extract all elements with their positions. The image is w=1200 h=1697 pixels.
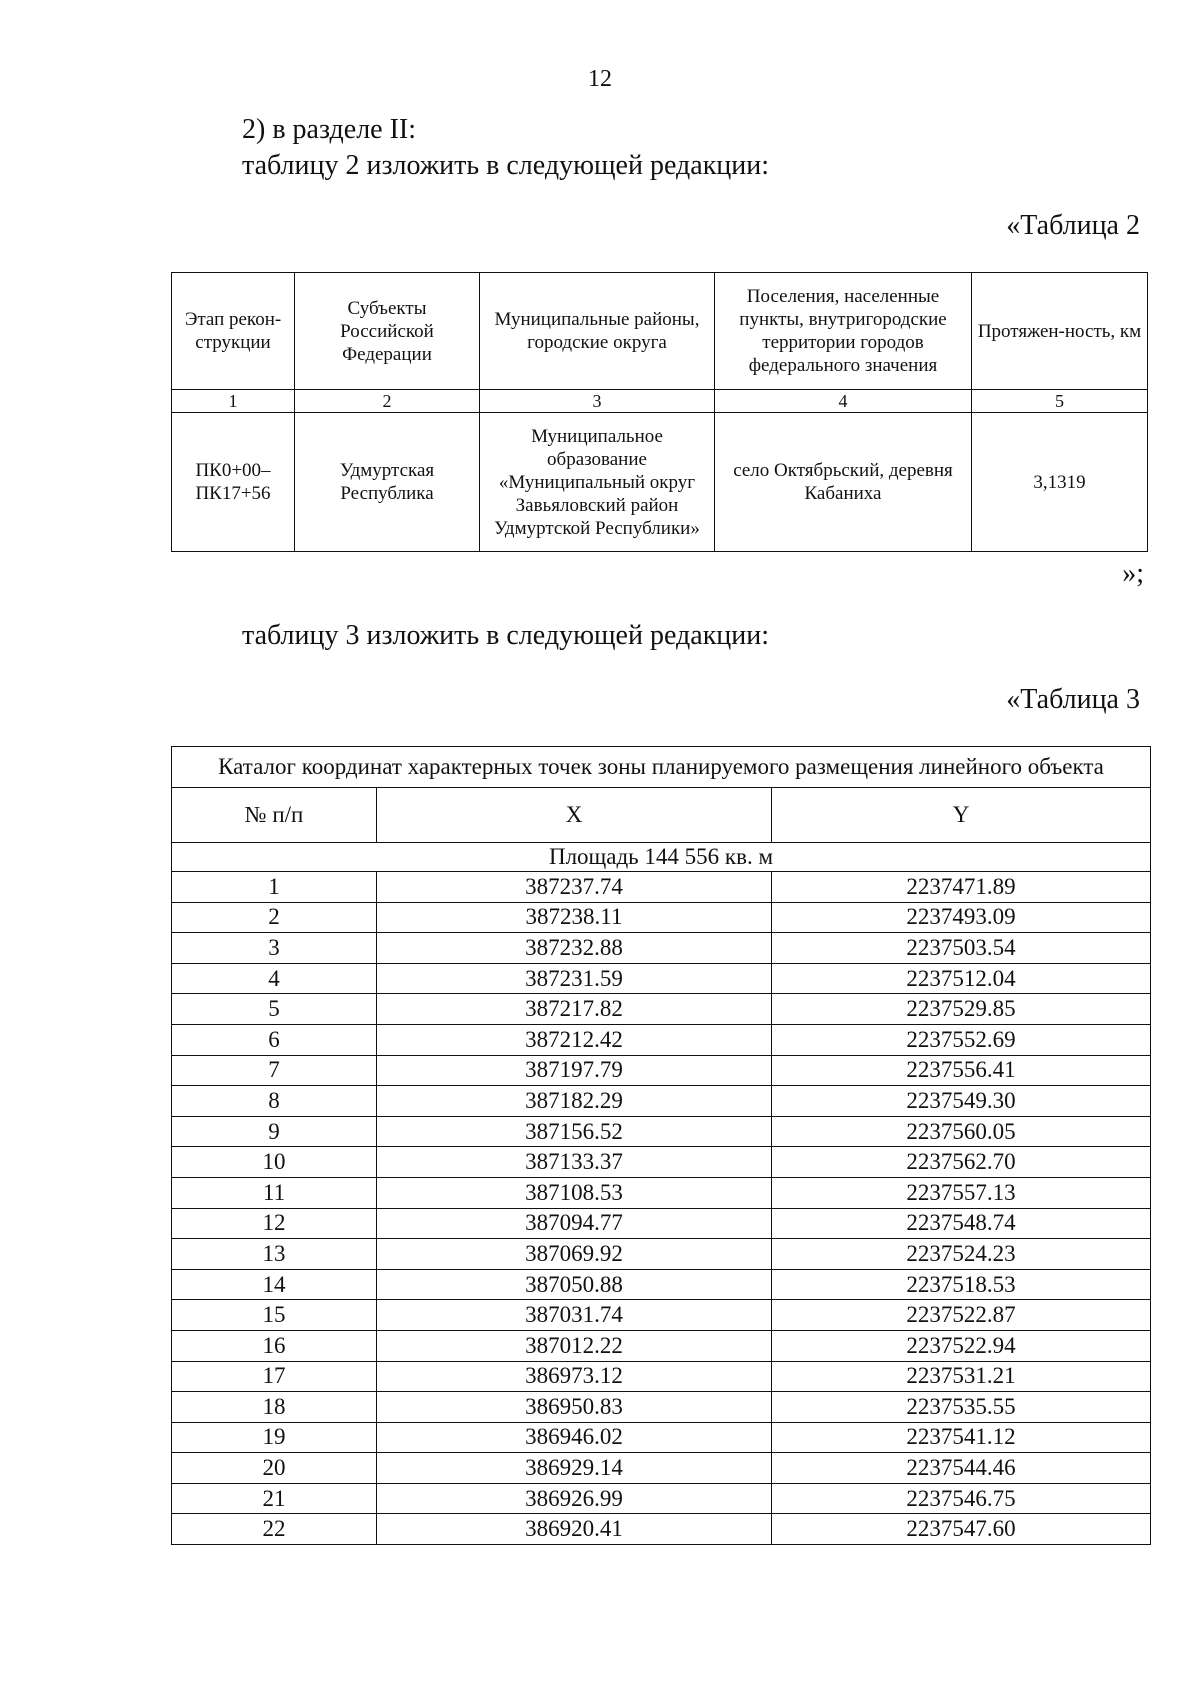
coord-y: 2237503.54	[772, 933, 1151, 964]
coord-y: 2237522.94	[772, 1330, 1151, 1361]
coord-y: 2237549.30	[772, 1086, 1151, 1117]
point-number: 14	[172, 1269, 377, 1300]
coord-x: 386973.12	[377, 1361, 772, 1392]
intro-table-3: таблицу 3 изложить в следующей редакции:	[242, 620, 770, 651]
table-2-number-row	[172, 390, 1148, 413]
table-3-area: Площадь 144 556 кв. м	[172, 843, 1151, 872]
coord-y: 2237556.41	[772, 1055, 1151, 1086]
table-2-cell-settlements: село Октябрьский, деревня Кабаниха	[715, 413, 972, 552]
coord-y: 2237493.09	[772, 902, 1151, 933]
intro-text	[242, 112, 769, 184]
point-number: 12	[172, 1208, 377, 1239]
coord-x: 387237.74	[377, 872, 772, 903]
coord-x: 386950.83	[377, 1392, 772, 1423]
point-number: 18	[172, 1392, 377, 1423]
coord-x: 387094.77	[377, 1208, 772, 1239]
table-row	[172, 1116, 1151, 1147]
coord-y: 2237548.74	[772, 1208, 1151, 1239]
coord-y: 2237471.89	[772, 872, 1151, 903]
coord-y: 2237531.21	[772, 1361, 1151, 1392]
table-row	[172, 1300, 1151, 1331]
point-number: 16	[172, 1330, 377, 1361]
point-number: 10	[172, 1147, 377, 1178]
table-row	[172, 1514, 1151, 1545]
table-2-number-cell: 1	[172, 390, 295, 413]
table-2-header-cell: Поселения, населенные пункты, внутригородские территории городов федерального значения	[715, 273, 972, 390]
point-number: 7	[172, 1055, 377, 1086]
table-2-header-cell: Протяжен-ность, км	[972, 273, 1148, 390]
point-number: 15	[172, 1300, 377, 1331]
table-row	[172, 1055, 1151, 1086]
table-3-title-row	[172, 747, 1151, 788]
point-number: 5	[172, 994, 377, 1025]
coord-y: 2237560.05	[772, 1116, 1151, 1147]
point-number: 20	[172, 1453, 377, 1484]
table-3-area-row	[172, 843, 1151, 872]
intro-line-2: таблицу 2 изложить в следующей редакции:	[242, 150, 770, 181]
point-number: 4	[172, 963, 377, 994]
coord-x: 386946.02	[377, 1422, 772, 1453]
table-2	[171, 272, 1148, 552]
coord-x: 387217.82	[377, 994, 772, 1025]
table-2-cell-stage: ПК0+00– ПК17+56	[172, 413, 295, 552]
table-row	[172, 1392, 1151, 1423]
point-number: 6	[172, 1024, 377, 1055]
coord-y: 2237562.70	[772, 1147, 1151, 1178]
point-number: 13	[172, 1239, 377, 1270]
coord-y: 2237546.75	[772, 1483, 1151, 1514]
coord-y: 2237529.85	[772, 994, 1151, 1025]
coord-x: 387108.53	[377, 1177, 772, 1208]
coord-y: 2237512.04	[772, 963, 1151, 994]
point-number: 9	[172, 1116, 377, 1147]
coord-y: 2237541.12	[772, 1422, 1151, 1453]
coord-x: 386920.41	[377, 1514, 772, 1545]
point-number: 21	[172, 1483, 377, 1514]
coord-x: 386929.14	[377, 1453, 772, 1484]
table-2-caption: «Таблица 2	[1006, 210, 1140, 241]
coord-y: 2237552.69	[772, 1024, 1151, 1055]
table-row	[172, 1147, 1151, 1178]
coord-x: 387133.37	[377, 1147, 772, 1178]
table-row	[172, 902, 1151, 933]
coord-x: 387212.42	[377, 1024, 772, 1055]
table-2-number-cell: 4	[715, 390, 972, 413]
point-number: 17	[172, 1361, 377, 1392]
table-2-number-cell: 2	[295, 390, 480, 413]
table-2-cell-length: 3,1319	[972, 413, 1148, 552]
table-2-cell-district: Муниципальное образование «Муниципальный округ Завьяловский район Удмуртской Республики»	[480, 413, 715, 552]
table-row	[172, 963, 1151, 994]
coord-y: 2237524.23	[772, 1239, 1151, 1270]
coord-x: 386926.99	[377, 1483, 772, 1514]
table-3-header-x: X	[377, 788, 772, 843]
table-2-cell-subject: Удмуртская Республика	[295, 413, 480, 552]
table-2-closing-quote: »;	[1122, 558, 1144, 589]
table-row	[172, 933, 1151, 964]
table-row	[172, 1177, 1151, 1208]
table-row	[172, 1086, 1151, 1117]
table-row	[172, 1239, 1151, 1270]
point-number: 22	[172, 1514, 377, 1545]
table-row	[172, 1208, 1151, 1239]
coord-y: 2237547.60	[772, 1514, 1151, 1545]
point-number: 11	[172, 1177, 377, 1208]
coord-x: 387238.11	[377, 902, 772, 933]
table-row	[172, 1453, 1151, 1484]
coord-x: 387031.74	[377, 1300, 772, 1331]
table-3-caption: «Таблица 3	[1006, 684, 1140, 715]
table-2-header-cell: Субъекты Российской Федерации	[295, 273, 480, 390]
table-2-number-cell: 5	[972, 390, 1148, 413]
table-row	[172, 1422, 1151, 1453]
coord-x: 387232.88	[377, 933, 772, 964]
page-number: 12	[588, 66, 612, 92]
table-row	[172, 1483, 1151, 1514]
coord-x: 387069.92	[377, 1239, 772, 1270]
coord-x: 387231.59	[377, 963, 772, 994]
table-2-number-cell: 3	[480, 390, 715, 413]
point-number: 3	[172, 933, 377, 964]
table-row	[172, 872, 1151, 903]
coord-y: 2237522.87	[772, 1300, 1151, 1331]
table-2-header-cell: Муниципальные районы, городские округа	[480, 273, 715, 390]
point-number: 1	[172, 872, 377, 903]
intro-line-1: 2) в разделе II:	[242, 114, 417, 145]
coord-y: 2237535.55	[772, 1392, 1151, 1423]
table-row	[172, 1269, 1151, 1300]
table-3-title: Каталог координат характерных точек зоны планируемого размещения линейного объекта	[172, 747, 1151, 788]
coord-y: 2237557.13	[772, 1177, 1151, 1208]
point-number: 19	[172, 1422, 377, 1453]
table-row	[172, 1024, 1151, 1055]
table-row	[172, 1361, 1151, 1392]
coord-x: 387050.88	[377, 1269, 772, 1300]
table-3-header-y: Y	[772, 788, 1151, 843]
point-number: 8	[172, 1086, 377, 1117]
coord-y: 2237544.46	[772, 1453, 1151, 1484]
coord-x: 387182.29	[377, 1086, 772, 1117]
table-3-header-row	[172, 788, 1151, 843]
table-2-data-row	[172, 413, 1148, 552]
table-2-header-cell: Этап рекон-струкции	[172, 273, 295, 390]
coord-y: 2237518.53	[772, 1269, 1151, 1300]
coord-x: 387012.22	[377, 1330, 772, 1361]
table-row	[172, 1330, 1151, 1361]
coord-x: 387197.79	[377, 1055, 772, 1086]
point-number: 2	[172, 902, 377, 933]
table-row	[172, 994, 1151, 1025]
table-3-header-number: № п/п	[172, 788, 377, 843]
coord-x: 387156.52	[377, 1116, 772, 1147]
table-3	[171, 746, 1151, 1545]
table-2-header-row	[172, 273, 1148, 390]
